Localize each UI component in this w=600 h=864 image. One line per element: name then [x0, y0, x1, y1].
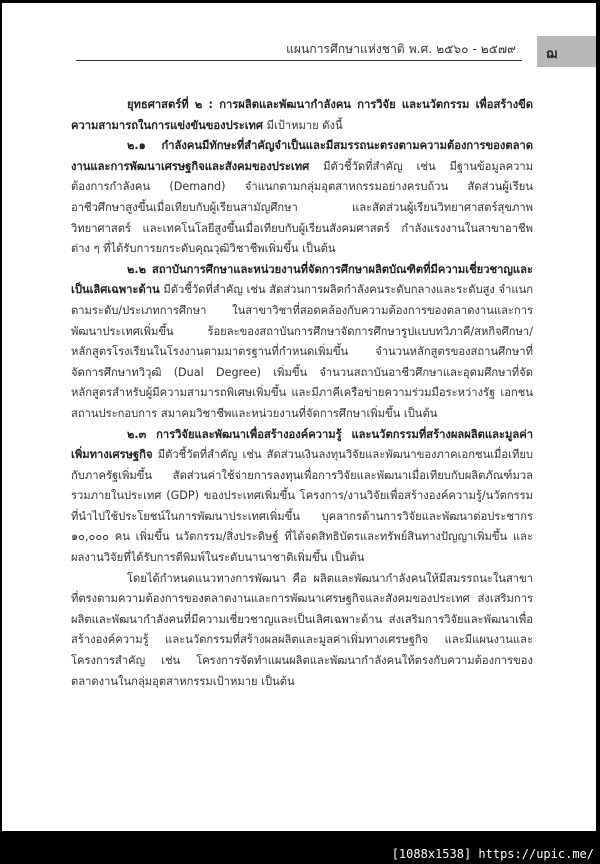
- page-number-tab: [537, 36, 596, 67]
- header-rule-divider: [76, 60, 522, 61]
- strategy-heading: [71, 95, 533, 136]
- watermark-bar: [0, 845, 600, 864]
- goal-title: ๒.๒ สถาบันการศึกษาและหน่วยงานที่จัดการศึกษาผลิตบัณฑิตที่มีความเชี่ยวชาญและเป็นเลิศเฉพาะด้าน: [71, 262, 533, 297]
- goal-paragraph-2-3: [71, 425, 533, 569]
- conclusion-paragraph: โดยได้กำหนดแนวทางการพัฒนา คือ ผลิตและพัฒนากำลังคนให้มีสมรรถนะในสาขาที่ตรงตามความต้องการของตลาดงานและการพัฒนาเศรษฐกิจและสังคมของประเทศ ส่งเสริมการผลิตและพัฒนากำลังคนที่มีความเชี่ยวชาญและเป็นเลิศเฉพาะด้าน ส่งเสริมการวิจัยและพัฒนาเพื่อสร้างองค์ความรู้ และนวัตกรรมที่สร้างผลผลิตและมูลค่าเพิ่มทางเศรษฐกิจ และมีแผนงานและโครงการสำคัญ เช่น โครงการจัดทำแผนผลิตและพัฒนากำลังคนให้ตรงกับความต้องการของตลาดงานในกลุ่มอุตสาหกรรมเป้าหมาย เป็นต้น: [71, 571, 533, 688]
- goal-paragraph-2-1: [71, 136, 533, 260]
- page-body: [71, 95, 533, 692]
- goal-text: มีตัวชี้วัดที่สำคัญ เช่น สัดส่วนการผลิตกำลังคนระดับกลางและระดับสูง จำแนกตามระดับ/ประเภทการศึกษา ในสาขาวิชาที่สอดคล้องกับความต้องการของตลาดงานและการพัฒนาประเทศเพิ่มขึ้น ร้อยละของสถาบันการศึกษาจัดการศึกษารูปแบบทวิภาคี/สหกิจศึกษา/หลักสูตรโรงเรียนในโรงงานตามมาตรฐานที่กำหนดเพิ่มขึ้น จำนวนหลักสูตรของสถานศึกษาที่จัดการศึกษาทวิวุฒิ (Dual Degree) เพิ่มขึ้น จำนวนสถาบันอาชีวศึกษาและอุดมศึกษาที่จัดหลักสูตรสำหรับผู้มีความสามารถพิเศษเพิ่มขึ้น และมีภาคีเครือข่ายความร่วมมือระหว่างรัฐ เอกชน สถานประกอบการ สมาคมวิชาชีพและหน่วยงานที่จัดการศึกษาเพิ่มขึ้น เป็นต้น: [71, 283, 533, 420]
- goal-title: ๒.๓ การวิจัยและพัฒนาเพื่อสร้างองค์ความรู้ และนวัตกรรมที่สร้างผลผลิตและมูลค่าเพิ่มทางเศรษฐกิจ: [71, 427, 533, 462]
- goal-text: มีตัวชี้วัดที่สำคัญ เช่น มีฐานข้อมูลความต้องการกำลังคน (Demand) จำแนกตามกลุ่มอุตสาหกรรมอย่างครบถ้วน สัดส่วนผู้เรียนอาชีวศึกษาสูงขึ้นเมื่อเทียบกับผู้เรียนสามัญศึกษา และสัดส่วนผู้เรียนวิทยาศาสตร์สุขภาพ วิทยาศาสตร์ และเทคโนโลยีสูงขึ้นเมื่อเทียบกับผู้เรียนสังคมศาสตร์ กำลังแรงงานในสาขาอาชีพต่าง ๆ ที่ได้รับการยกระดับคุณวุฒิวิชาชีพเพิ่มขึ้น เป็นต้น: [71, 159, 533, 256]
- document-page: [2, 3, 596, 831]
- page-number-label: ฌ: [546, 47, 558, 62]
- strategy-heading-bold: ยุทธศาสตร์ที่ ๒ : การผลิตและพัฒนากำลังคน การวิจัย และนวัตกรรม เพื่อสร้างขีดความสามารถในการแข่งขันของประเทศ: [71, 98, 533, 132]
- watermark-text: [1088x1538] https://upic.me/: [391, 847, 594, 861]
- running-header-title: แผนการศึกษาแห่งชาติ พ.ศ. ๒๕๖๐ - ๒๕๗๙: [286, 42, 516, 56]
- goal-paragraph-2-2: [71, 260, 533, 425]
- goal-title: ๒.๑ กำลังคนมีทักษะที่สำคัญจำเป็นและมีสมรรถนะตรงตามความต้องการของตลาดงานและการพัฒนาเศรษฐกิจและสังคมของประเทศ: [71, 139, 533, 173]
- strategy-heading-rest: มีเป้าหมาย ดังนี้: [263, 118, 343, 132]
- goal-text: มีตัวชี้วัดที่สำคัญ เช่น สัดส่วนเงินลงทุนวิจัยและพัฒนาของภาคเอกชนเมื่อเทียบกับภาครัฐเพิ่มขึ้น สัดส่วนค่าใช้จ่ายการลงทุนเพื่อการวิจัยและพัฒนาเมื่อเทียบกับผลิตภัณฑ์มวลรวมภายในประเทศ (GDP) ของประเทศเพิ่มขึ้น โครงการ/งานวิจัยเพื่อสร้างองค์ความรู้/นวัตกรรมที่นำไปใช้ประโยชน์ในการพัฒนาประเทศเพิ่มขึ้น บุคลากรด้านการวิจัยและพัฒนาต่อประชากร ๑๐,๐๐๐ คน เพิ่มขึ้น นวัตกรรม/สิ่งประดิษฐ์ ที่ได้จดสิทธิบัตรและทรัพย์สินทางปัญญาเพิ่มขึ้น และผลงานวิจัยที่ได้รับการตีพิมพ์ในระดับนานาชาติเพิ่มขึ้น เป็นต้น: [71, 448, 533, 565]
